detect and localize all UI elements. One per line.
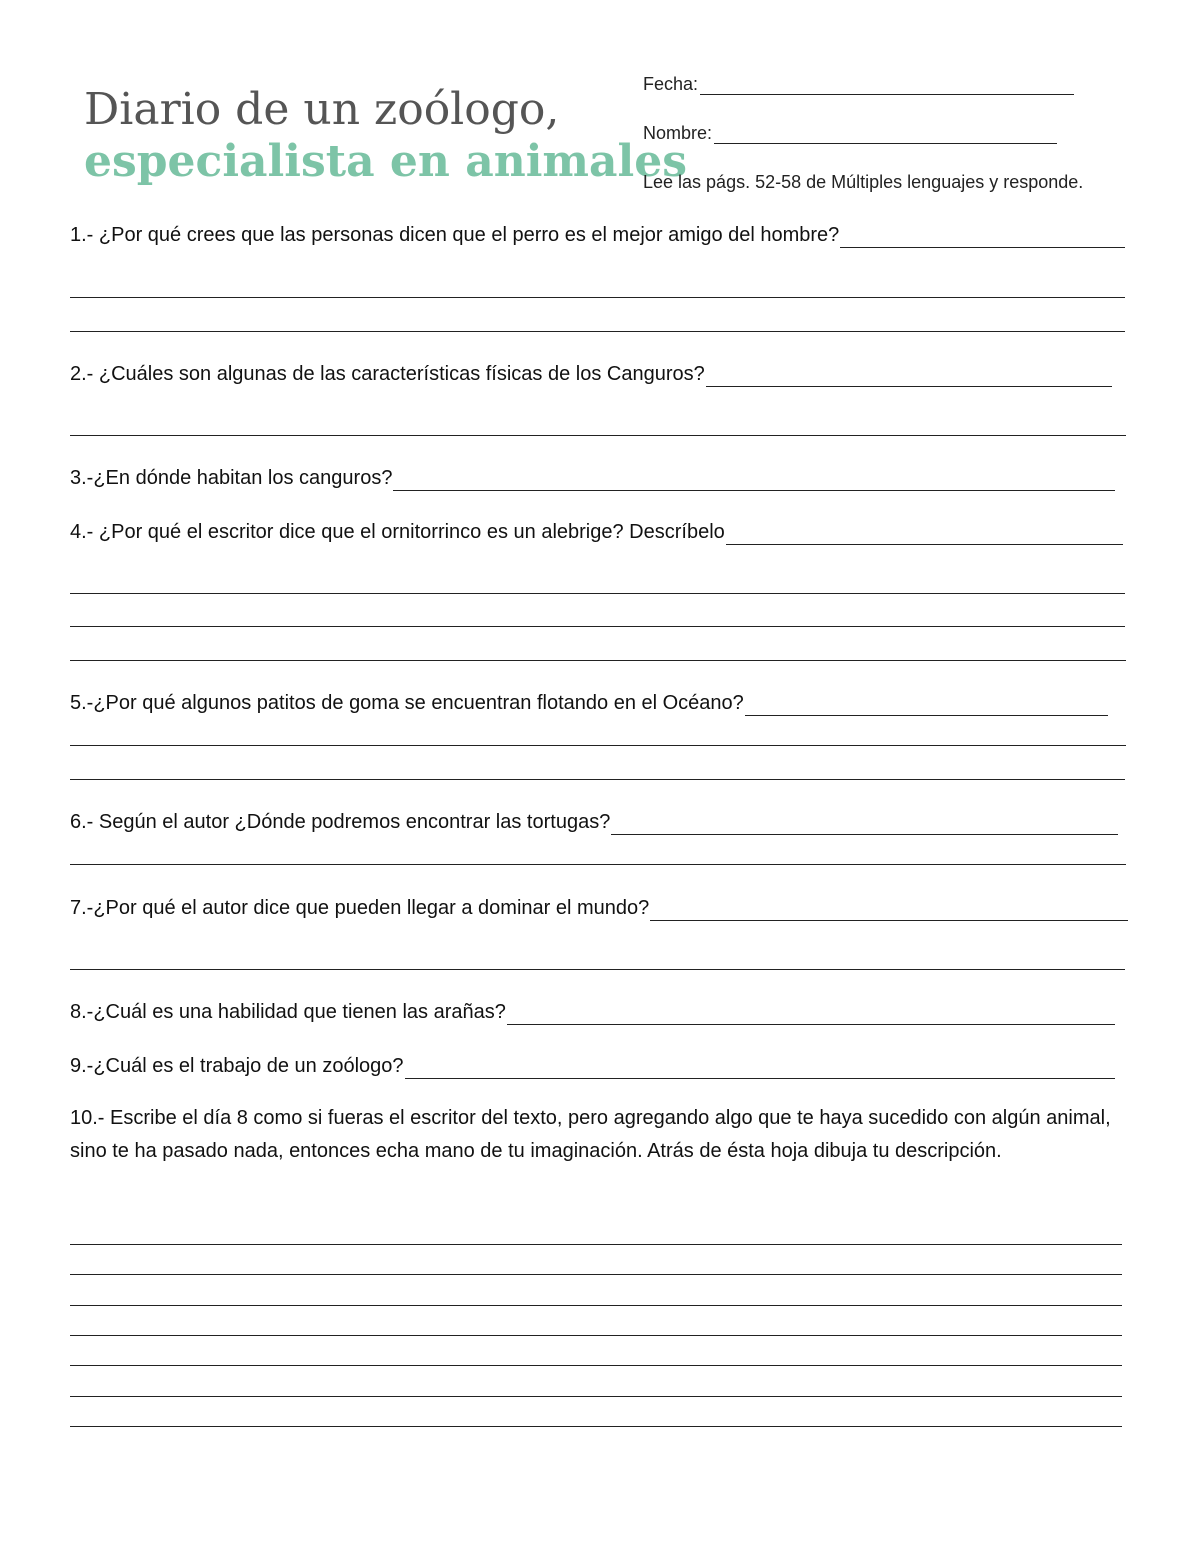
- answer-blank-line[interactable]: [611, 814, 1118, 835]
- answer-line[interactable]: [70, 593, 1125, 594]
- answer-line[interactable]: [70, 1426, 1122, 1427]
- answer-blank-line[interactable]: [405, 1058, 1115, 1079]
- question-4-text: 4.- ¿Por qué el escritor dice que el ornitorrinco es un alebrige? Descríbelo: [70, 521, 725, 543]
- answer-blank-line[interactable]: [393, 470, 1115, 491]
- answer-line[interactable]: [70, 331, 1125, 332]
- instructions-text: Lee las págs. 52-58 de Múltiples lenguajes y responde.: [643, 172, 1084, 192]
- question-10-text: 10.- Escribe el día 8 como si fueras el escritor del texto, pero agregando algo que te haya sucedido con algún animal, sino te ha pasado nada, entonces echa mano de tu imaginación. Atrás de ésta hoja dibuja tu descripción.: [70, 1107, 1111, 1162]
- answer-line[interactable]: [70, 969, 1125, 970]
- answer-line[interactable]: [70, 297, 1125, 298]
- answer-line[interactable]: [70, 626, 1125, 627]
- answer-blank-line[interactable]: [726, 524, 1123, 545]
- question-8[interactable]: [70, 999, 1115, 1025]
- question-2[interactable]: [70, 361, 1112, 387]
- question-5-text: 5.-¿Por qué algunos patitos de goma se encuentran flotando en el Océano?: [70, 692, 744, 714]
- nombre-label: Nombre:: [643, 123, 713, 143]
- question-3[interactable]: [70, 465, 1115, 491]
- answer-line[interactable]: [70, 435, 1126, 436]
- question-8-text: 8.-¿Cuál es una habilidad que tienen las arañas?: [70, 1001, 506, 1023]
- fecha-label: Fecha:: [643, 74, 699, 94]
- title-line-1: Diario de un zoólogo,: [84, 84, 560, 135]
- answer-blank-line[interactable]: [650, 900, 1128, 921]
- answer-blank-line[interactable]: [507, 1004, 1115, 1025]
- question-5[interactable]: [70, 690, 1108, 716]
- question-1[interactable]: [70, 222, 1125, 248]
- fecha-field[interactable]: [643, 74, 1074, 95]
- answer-line[interactable]: [70, 779, 1125, 780]
- answer-blank-line[interactable]: [840, 227, 1125, 248]
- question-7-text: 7.-¿Por qué el autor dice que pueden llegar a dominar el mundo?: [70, 897, 650, 919]
- question-1-text: 1.- ¿Por qué crees que las personas dicen que el perro es el mejor amigo del hombre?: [70, 224, 840, 246]
- nombre-blank-line[interactable]: [714, 125, 1057, 144]
- nombre-field[interactable]: [643, 123, 1057, 144]
- answer-line[interactable]: [70, 1274, 1122, 1275]
- answer-line[interactable]: [70, 1244, 1122, 1245]
- question-6[interactable]: [70, 809, 1118, 835]
- question-9-text: 9.-¿Cuál es el trabajo de un zoólogo?: [70, 1055, 404, 1077]
- answer-line[interactable]: [70, 1396, 1122, 1397]
- answer-line[interactable]: [70, 660, 1126, 661]
- answer-line[interactable]: [70, 864, 1126, 865]
- answer-line[interactable]: [70, 745, 1126, 746]
- answer-blank-line[interactable]: [745, 695, 1108, 716]
- answer-line[interactable]: [70, 1335, 1122, 1336]
- question-2-text: 2.- ¿Cuáles son algunas de las características físicas de los Canguros?: [70, 363, 705, 385]
- question-9[interactable]: [70, 1053, 1115, 1079]
- answer-line[interactable]: [70, 1305, 1122, 1306]
- fecha-blank-line[interactable]: [700, 76, 1074, 95]
- question-6-text: 6.- Según el autor ¿Dónde podremos encontrar las tortugas?: [70, 811, 611, 833]
- answer-blank-line[interactable]: [706, 366, 1112, 387]
- question-7[interactable]: [70, 895, 1128, 921]
- title-line-2: especialista en animales: [84, 136, 687, 187]
- question-4[interactable]: [70, 519, 1123, 545]
- answer-line[interactable]: [70, 1365, 1122, 1366]
- question-3-text: 3.-¿En dónde habitan los canguros?: [70, 467, 393, 489]
